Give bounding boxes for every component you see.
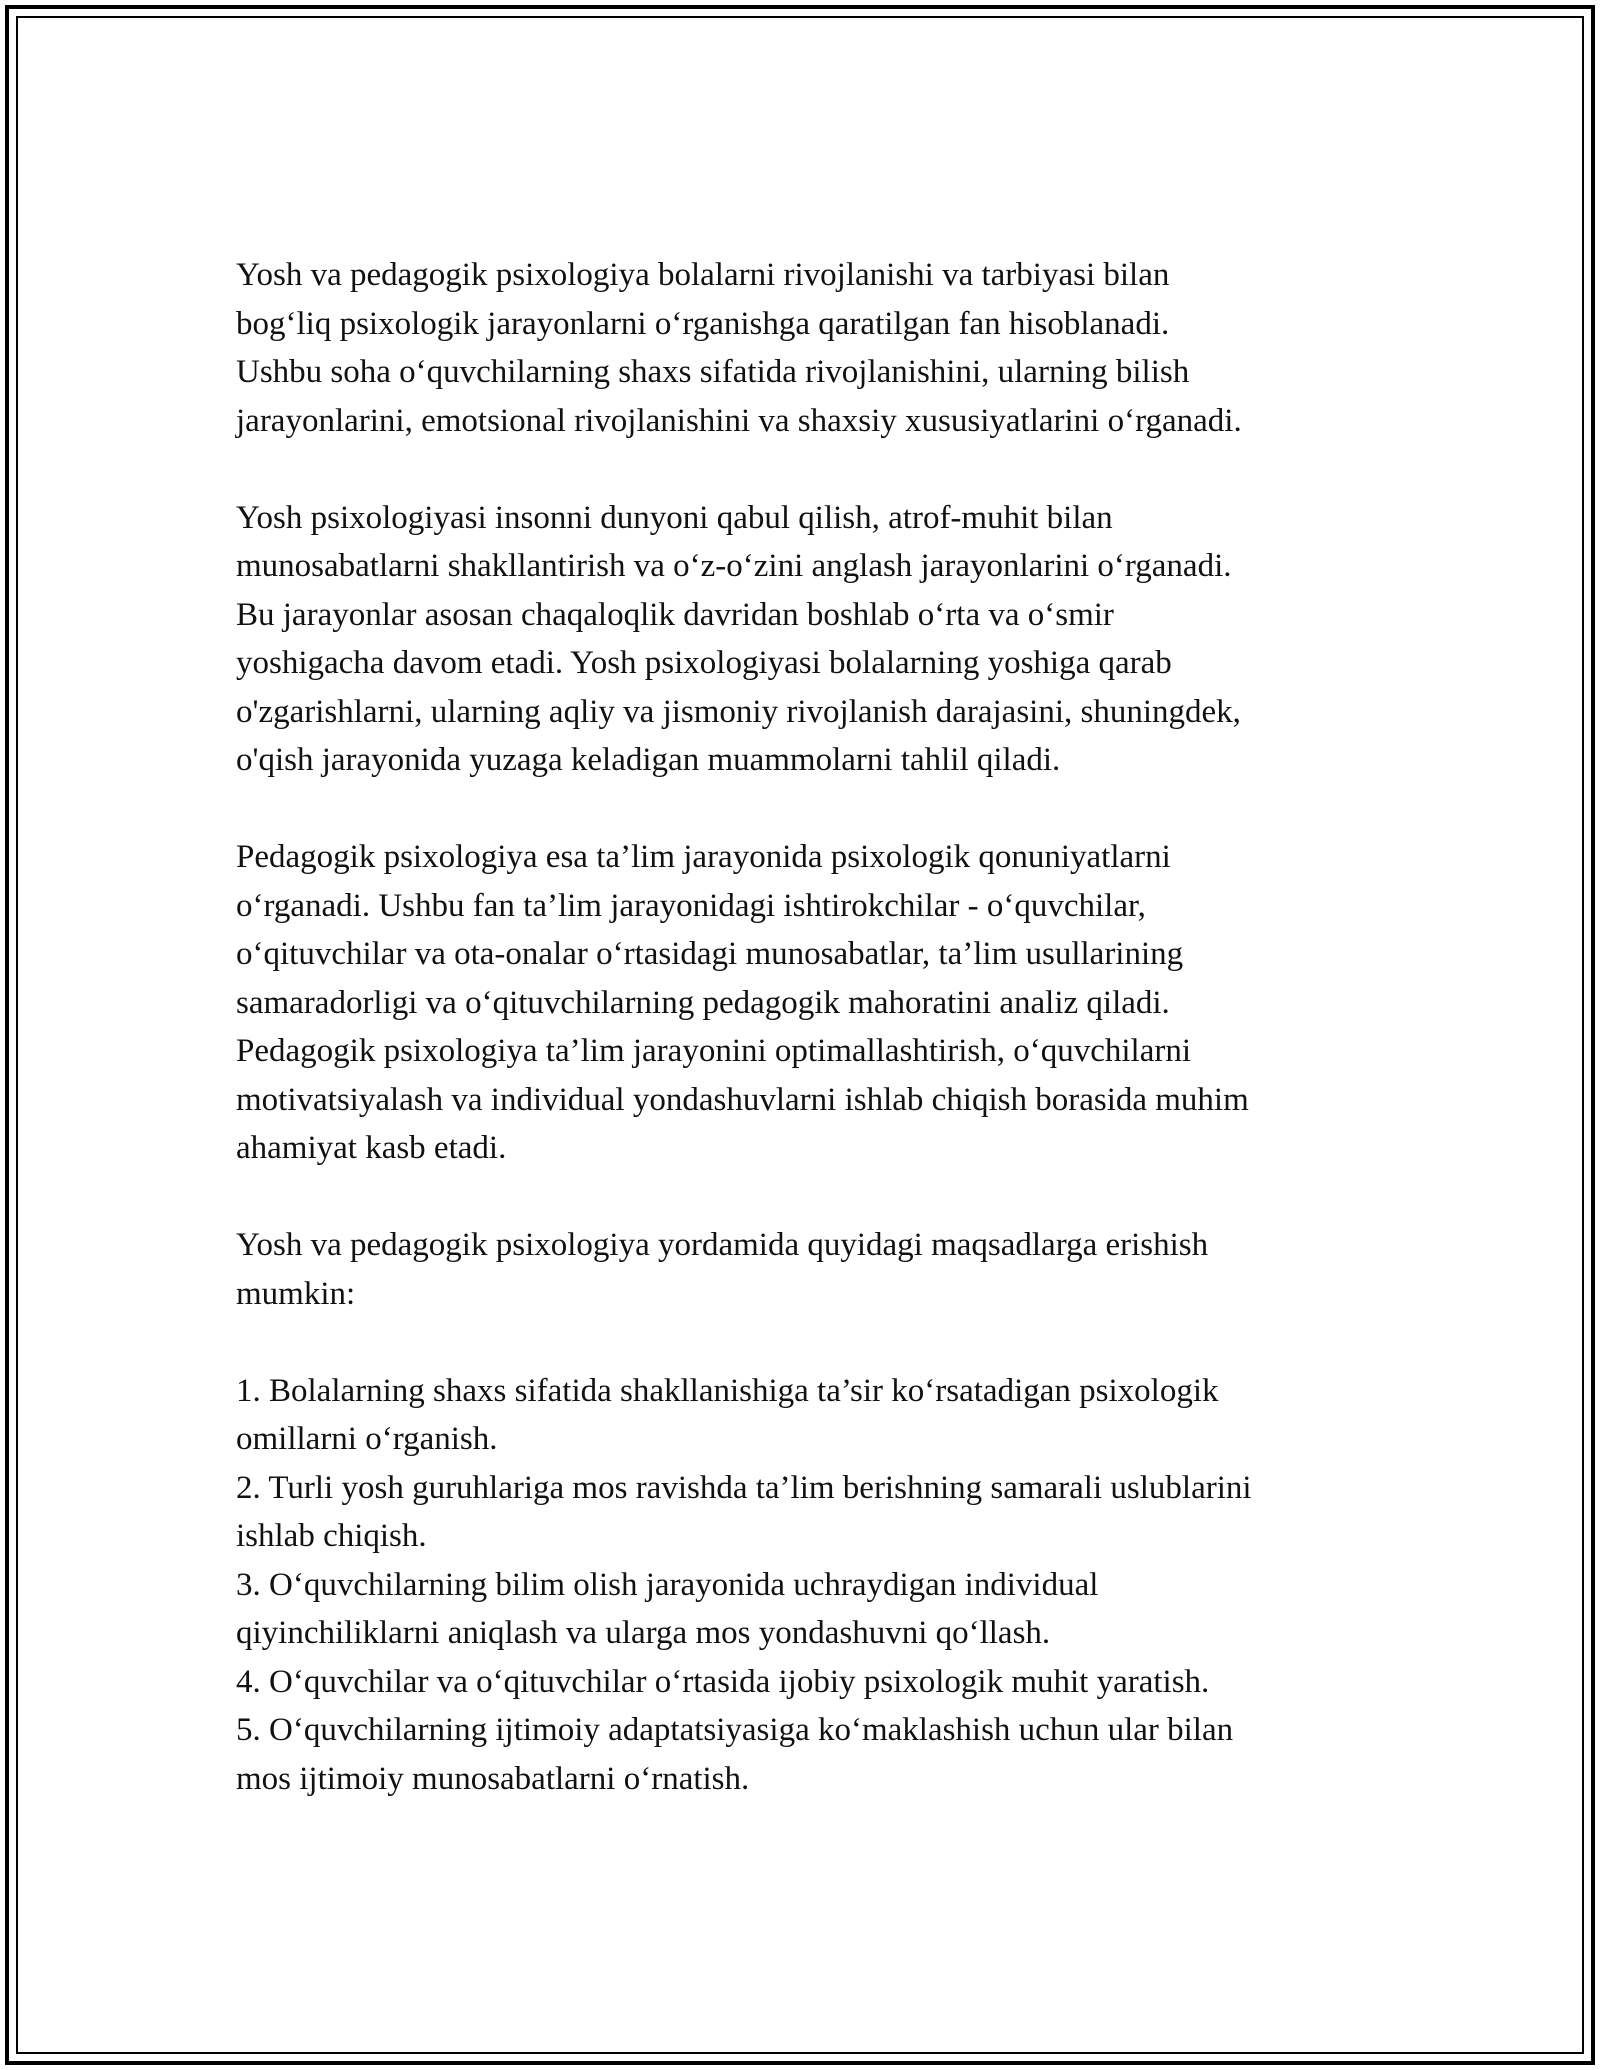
text-line: Yosh va pedagogik psixologiya yordamida quyidagi maqsadlarga erishish: [236, 1227, 1209, 1263]
text-line: Ushbu soha o‘quvchilarning shaxs sifatida rivojlanishini, ularning bilish: [236, 354, 1190, 390]
text-line: o'zgarishlarni, ularning aqliy va jismoniy rivojlanish darajasini, shuningdek,: [236, 693, 1241, 730]
text-line: samaradorligi va o‘qituvchilarning pedagogik mahoratini analiz qiladi.: [236, 984, 1170, 1021]
list-item-line: 3. O‘quvchilarning bilim olish jarayonida uchraydigan individual: [236, 1566, 1099, 1603]
list-item-line: omillarni o‘rganish.: [236, 1421, 498, 1457]
text-line: Pedagogik psixologiya ta’lim jarayonini optimallashtirish, o‘quvchilarni: [236, 1033, 1192, 1069]
list-item: [236, 1706, 1386, 1803]
text-line: Bu jarayonlar asosan chaqaloqlik davridan boshlab o‘rta va o‘smir: [236, 596, 1114, 633]
list-item: [236, 1464, 1386, 1561]
text-line: bog‘liq psixologik jarayonlarni o‘rganishga qaratilgan fan hisoblanadi.: [236, 305, 1170, 342]
text-line: o'qish jarayonida yuzaga keladigan muammolarni tahlil qiladi.: [236, 742, 1061, 778]
list-item-line: 1. Bolalarning shaxs sifatida shakllanishiga ta’sir ko‘rsatadigan psixologik: [236, 1372, 1219, 1409]
list-item-line: 4. O‘quvchilar va o‘qituvchilar o‘rtasida ijobiy psixologik muhit yaratish.: [236, 1663, 1210, 1700]
text-line: Yosh psixologiyasi insonni dunyoni qabul qilish, atrof-muhit bilan: [236, 499, 1113, 536]
text-line: ahamiyat kasb etadi.: [236, 1130, 507, 1166]
list-item-line: 2. Turli yosh guruhlariga mos ravishda ta’lim berishning samarali uslublarini: [236, 1469, 1252, 1506]
text-line: motivatsiyalash va individual yondashuvlarni ishlab chiqish borasida muhim: [236, 1081, 1249, 1118]
list-item-line: qiyinchiliklarni aniqlash va ularga mos yondashuvni qo‘llash.: [236, 1615, 1051, 1651]
list-item-line: 5. O‘quvchilarning ijtimoiy adaptatsiyasiga ko‘maklashish uchun ular bilan: [236, 1712, 1234, 1748]
text-line: o‘qituvchilar va ota-onalar o‘rtasidagi munosabatlar, ta’lim usullarining: [236, 936, 1184, 972]
list-item-line: mos ijtimoiy munosabatlarni o‘rnatish.: [236, 1760, 750, 1797]
text-line: jarayonlarini, emotsional rivojlanishini va shaxsiy xususiyatlarini o‘rganadi.: [236, 402, 1242, 439]
text-line: yoshigacha davom etadi. Yosh psixologiyasi bolalarning yoshiga qarab: [236, 645, 1172, 681]
paragraph-intro: [236, 251, 1386, 445]
text-line: mumkin:: [236, 1275, 356, 1312]
text-line: o‘rganadi. Ushbu fan ta’lim jarayonidagi ishtirokchilar - o‘quvchilar,: [236, 887, 1146, 924]
paragraph-age-psychology: [236, 494, 1386, 785]
list-item-line: ishlab chiqish.: [236, 1518, 427, 1554]
list-item: [236, 1658, 1386, 1707]
list-item: [236, 1561, 1386, 1658]
list-item: [236, 1367, 1386, 1464]
paragraph-goals-intro: [236, 1221, 1386, 1318]
text-line: Yosh va pedagogik psixologiya bolalarni rivojlanishi va tarbiyasi bilan: [236, 257, 1170, 293]
text-line: munosabatlarni shakllantirish va o‘z-o‘zini anglash jarayonlarini o‘rganadi.: [236, 548, 1232, 584]
goals-list: [236, 1367, 1386, 1804]
text-line: Pedagogik psixologiya esa ta’lim jarayonida psixologik qonuniyatlarni: [236, 839, 1171, 875]
paragraph-pedagogical-psychology: [236, 833, 1386, 1173]
document-body: [236, 251, 1386, 1803]
